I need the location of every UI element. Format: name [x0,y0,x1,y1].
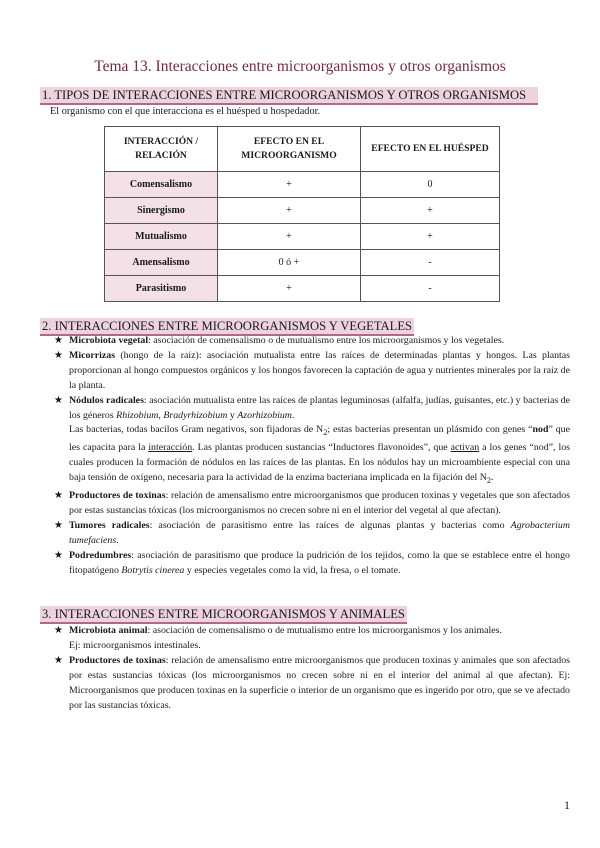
item-text: : asociación de comensalismo o de mutualismo entre los microorganismos y los vegetales. [148,335,505,346]
relation-cell: Sinergismo [105,198,218,224]
header-efecto-microorganismo: EFECTO EN EL MICROORGANISMO [218,127,361,172]
animal-interactions-list [50,624,570,713]
table-row [105,224,500,250]
section-3-heading: 3. INTERACCIONES ENTRE MICROORGANISMOS Y ANIMALES [40,606,407,624]
microorganism-effect-cell: + [218,224,361,250]
item-text: : asociación de parasitismo que produce la pudrición de los tejidos, como la que se establece entre el hongo fitopatógeno [69,549,570,576]
host-effect-cell: - [361,250,500,276]
item-paragraph: Las bacterias, todas bacilos Gram negativos, son fijadoras de $N_2$; estas bacterias presentan un plásmido con genes “nod” que les capacita para la interacción. Las plantas producen sustancias “Inductores flavonoides”, que activan a los genes “nod”, los cuales producen la formación de nódulos en las raíces de las plantas. En los nódulos hay un microambiente especial con una baja tensión de oxígeno, necesaria para la actividad de la enzima bacteriana implicada en la fijación del $N_2$. [69,424,570,486]
star-bullet-icon: ★ [54,335,63,346]
item-term: Microbiota vegetal [69,335,149,346]
item-term: Tumores radicales [69,519,150,531]
table-row [105,198,500,224]
host-effect-cell: 0 [361,172,500,198]
plant-interactions-list [50,334,570,578]
microorganism-effect-cell: + [218,172,361,198]
item-term: Podredumbres [69,549,132,561]
table-row [105,250,500,276]
star-bullet-icon: ★ [54,625,63,636]
header-interaccion: INTERACCIÓN / RELACIÓN [105,127,218,172]
item-paragraph: Nódulos radicales: asociación mutualista entre las raíces de plantas leguminosas (alfalfa, judías, guisantes, etc.) y bacterias de los géneros Rhizobium, Bradyrhizobium y Azorhizobium. [69,394,570,421]
star-bullet-icon: ★ [54,394,63,406]
list-item [50,334,570,349]
item-term: Productores de toxinas [69,490,166,501]
species-name: Agrobacterium tumefaciens [69,519,570,546]
genus-name: Rhizobium [116,409,159,421]
page-title: Tema 13. Interacciones entre microorganismos y otros organismos [94,58,506,75]
microorganism-effect-cell: + [218,276,361,302]
item-term: Micorrizas [69,349,116,361]
relation-cell: Comensalismo [105,172,218,198]
genus-name: Bradyrhizobium [163,409,228,421]
table-row [105,276,500,302]
item-term: Microbiota animal [69,625,148,636]
list-item: ★ Tumores radicales: asociación de parasitismo entre las raíces de algunas plantas y bacterias como Agrobacterium tumefaciens. [54,519,570,546]
list-item [50,394,570,489]
item-term: Nódulos radicales [69,394,144,406]
item-paragraph [69,624,570,639]
section-1-heading: 1. TIPOS DE INTERACCIONES ENTRE MICROORGANISMOS Y OTROS ORGANISMOS [40,87,538,105]
relation-cell: Amensalismo [105,250,218,276]
star-bullet-icon: ★ [54,490,63,501]
microorganism-effect-cell: 0 ó + [218,250,361,276]
host-effect-cell: - [361,276,500,302]
star-bullet-icon: ★ [54,349,63,361]
host-effect-cell: + [361,198,500,224]
microorganism-effect-cell: + [218,198,361,224]
section-1-intro: El organismo con el que interacciona es el huésped u hospedador. [50,106,321,117]
list-item [50,654,570,714]
star-bullet-icon: ★ [54,654,63,666]
item-text: : asociación de parasitismo entre las raíces de algunas plantas y bacterias como [149,519,511,531]
genus-name: Azorhizobium [237,409,292,421]
star-bullet-icon: ★ [54,519,63,531]
list-item [50,624,570,654]
host-effect-cell: + [361,224,500,250]
page-number: 1 [564,798,570,812]
list-item: ★ Podredumbres: asociación de parasitismo que produce la pudrición de los tejidos, como la que se establece entre el hongo fitopatógeno Botrytis cinerea y especies vegetales como la vid, la fresa, o el tomate. [54,549,570,576]
item-text: (hongo de la raíz): asociación mutualista entre las raíces de determinadas plantas y hongos. Las plantas proporcionan al hongo compuestos orgánicos y los hongos favorecen la captación de agua y nutrientes minerales por la raíz de la planta. [69,349,570,391]
section-2-heading: 2. INTERACCIONES ENTRE MICROORGANISMOS Y VEGETALES [40,318,414,336]
header-efecto-huesped: EFECTO EN EL HUÉSPED [361,127,500,172]
item-text: : relación de amensalismo entre microorganismos que producen toxinas y animales que son afectados por estas sustancias tóxicas (los microorganismos no crecen sobre ni en el interior del animal al que afectan). Ej: Microorganismos que producen toxinas en la superficie o interior de un organismo que es ingerido por otro, que se ve afectado por las sustancias tóxicas. [69,654,570,711]
table-row [105,172,500,198]
item-text: : relación de amensalismo entre microorganismos que producen toxinas y vegetales que son afectados por estas sustancias tóxicas (los microorganismos no crecen sobre ni en el interior del vegetal al que afectan). [69,490,570,516]
table-header-row [105,127,500,172]
relation-cell: Mutualismo [105,224,218,250]
list-item [50,349,570,394]
interactions-table [104,126,500,302]
species-name: Botrytis cinerea [121,564,185,576]
item-text: : asociación de comensalismo o de mutualismo entre los microorganismos y los animales. [147,625,502,636]
list-item [50,489,570,519]
star-bullet-icon: ★ [54,549,63,561]
item-term: Productores de toxinas [69,654,166,666]
relation-cell: Parasitismo [105,276,218,302]
item-example: Ej: microorganismos intestinales. [69,639,201,651]
